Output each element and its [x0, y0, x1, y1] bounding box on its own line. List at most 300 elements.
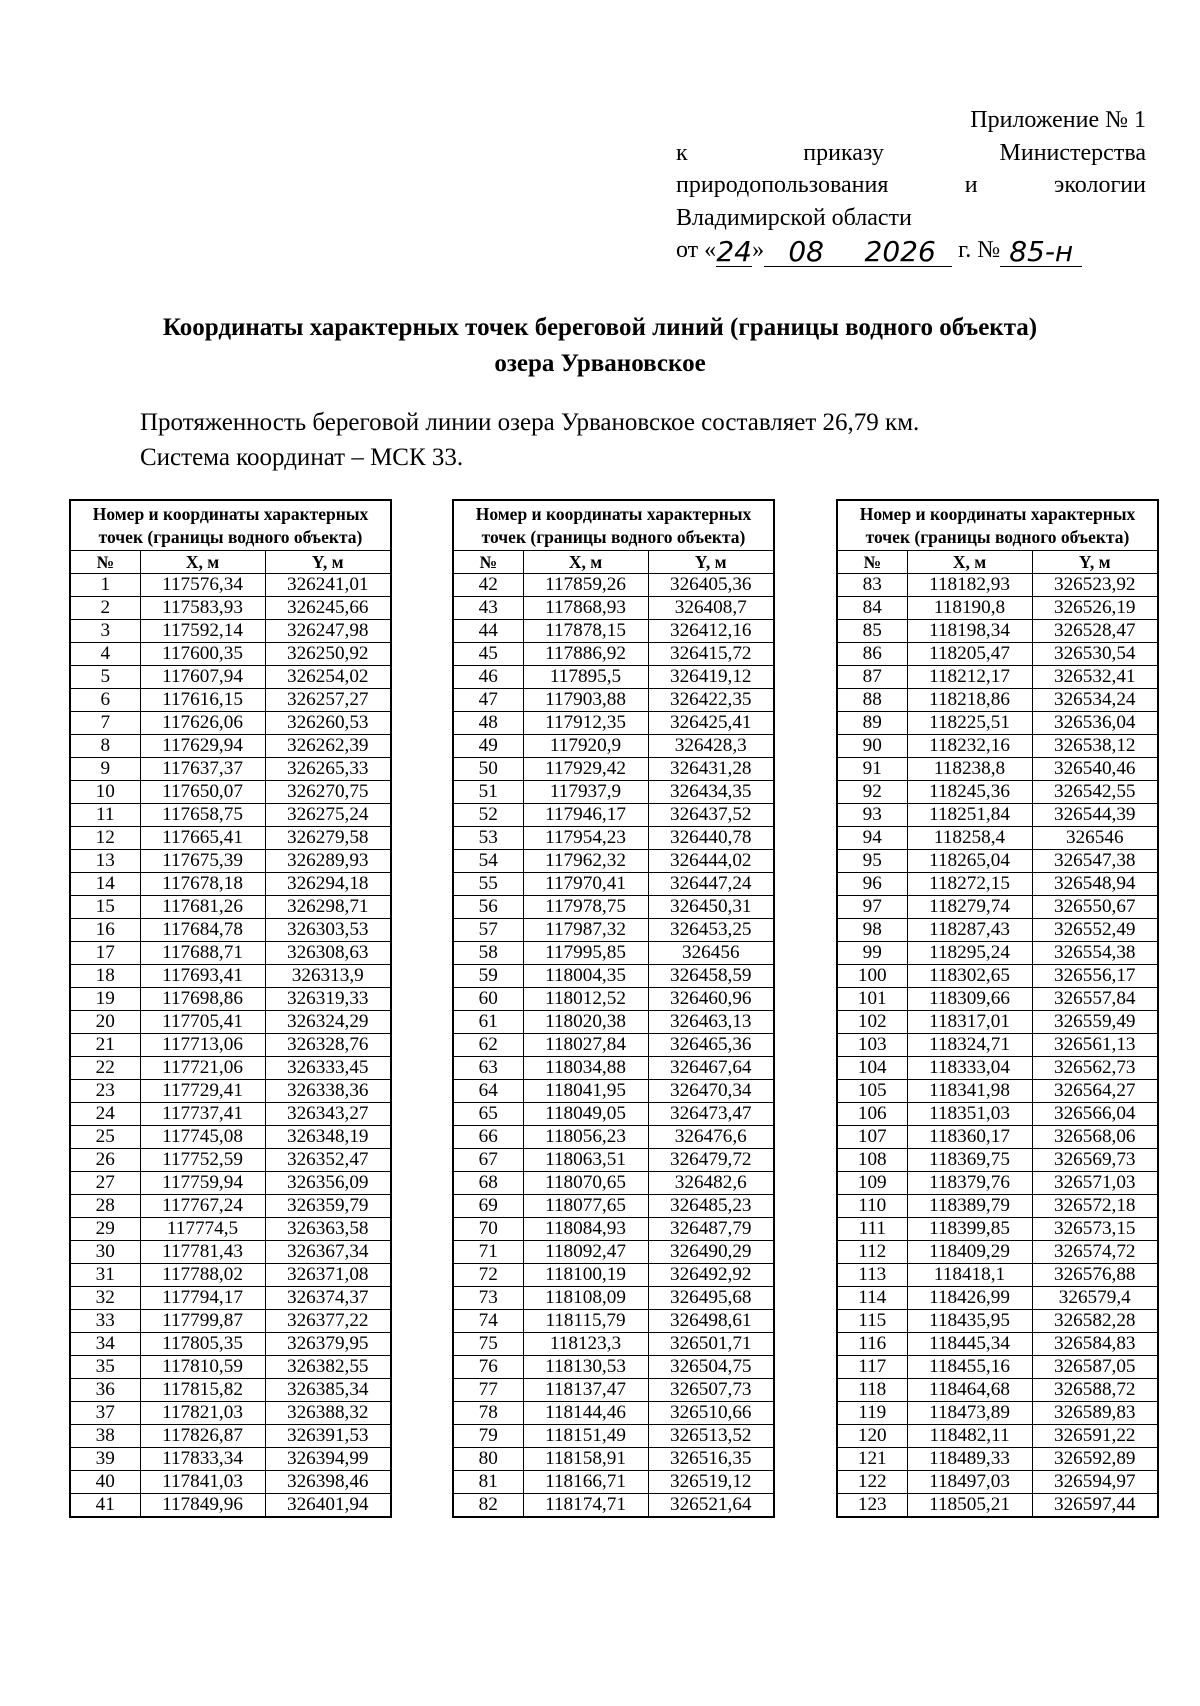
- y-coordinate-cell: 326444,02: [648, 850, 774, 873]
- y-coordinate-cell: 326434,35: [648, 781, 774, 804]
- table-row: [837, 1471, 1158, 1494]
- x-coordinate-cell: 117878,15: [523, 620, 648, 643]
- table-row: [453, 942, 774, 965]
- y-coordinate-cell: 326569,73: [1032, 1149, 1158, 1172]
- x-coordinate-cell: 118258,4: [907, 827, 1032, 850]
- x-coordinate-cell: 118034,88: [523, 1057, 648, 1080]
- table-row: [453, 1103, 774, 1126]
- table-row: [70, 1195, 391, 1218]
- column-header-y: Y, м: [648, 551, 774, 574]
- table-row: [453, 1287, 774, 1310]
- x-coordinate-cell: 117721,06: [140, 1057, 265, 1080]
- table-row: [70, 1172, 391, 1195]
- table-row: [837, 666, 1158, 689]
- point-number-cell: 120: [837, 1425, 907, 1448]
- y-coordinate-cell: 326528,47: [1032, 620, 1158, 643]
- point-number-cell: 71: [453, 1241, 523, 1264]
- point-number-cell: 50: [453, 758, 523, 781]
- table-row: [453, 643, 774, 666]
- x-coordinate-cell: 117903,88: [523, 689, 648, 712]
- x-coordinate-cell: 118473,89: [907, 1402, 1032, 1425]
- y-coordinate-cell: 326303,53: [265, 919, 391, 942]
- table-row: [453, 1471, 774, 1494]
- point-number-cell: 15: [70, 896, 140, 919]
- x-coordinate-cell: 118041,95: [523, 1080, 648, 1103]
- y-coordinate-cell: 326501,71: [648, 1333, 774, 1356]
- y-coordinate-cell: 326254,02: [265, 666, 391, 689]
- point-number-cell: 65: [453, 1103, 523, 1126]
- x-coordinate-cell: 117978,75: [523, 896, 648, 919]
- table-row: [837, 1126, 1158, 1149]
- x-coordinate-cell: 118309,66: [907, 988, 1032, 1011]
- table-row: [837, 574, 1158, 597]
- y-coordinate-cell: 326437,52: [648, 804, 774, 827]
- coordinates-table-2: [452, 499, 775, 1518]
- point-number-cell: 7: [70, 712, 140, 735]
- x-coordinate-cell: 118351,03: [907, 1103, 1032, 1126]
- point-number-cell: 41: [70, 1494, 140, 1518]
- x-coordinate-cell: 117920,9: [523, 735, 648, 758]
- x-coordinate-cell: 117954,23: [523, 827, 648, 850]
- x-coordinate-cell: 117886,92: [523, 643, 648, 666]
- table-row: [70, 735, 391, 758]
- y-coordinate-cell: 326352,47: [265, 1149, 391, 1172]
- x-coordinate-cell: 117759,94: [140, 1172, 265, 1195]
- x-coordinate-cell: 118489,33: [907, 1448, 1032, 1471]
- table-row: [453, 988, 774, 1011]
- x-coordinate-cell: 118272,15: [907, 873, 1032, 896]
- point-number-cell: 94: [837, 827, 907, 850]
- y-coordinate-cell: 326419,12: [648, 666, 774, 689]
- table-row: [70, 1103, 391, 1126]
- y-coordinate-cell: 326582,28: [1032, 1310, 1158, 1333]
- point-number-cell: 42: [453, 574, 523, 597]
- x-coordinate-cell: 118232,16: [907, 735, 1032, 758]
- y-coordinate-cell: 326526,19: [1032, 597, 1158, 620]
- y-coordinate-cell: 326544,39: [1032, 804, 1158, 827]
- table-row: [837, 965, 1158, 988]
- x-coordinate-cell: 117799,87: [140, 1310, 265, 1333]
- x-coordinate-cell: 118084,93: [523, 1218, 648, 1241]
- x-coordinate-cell: 118063,51: [523, 1149, 648, 1172]
- table-row: [70, 1126, 391, 1149]
- y-coordinate-cell: 326566,04: [1032, 1103, 1158, 1126]
- x-coordinate-cell: 118123,3: [523, 1333, 648, 1356]
- table-row: [837, 1379, 1158, 1402]
- y-coordinate-cell: 326576,88: [1032, 1264, 1158, 1287]
- x-coordinate-cell: 117681,26: [140, 896, 265, 919]
- table-row: [70, 1379, 391, 1402]
- point-number-cell: 21: [70, 1034, 140, 1057]
- x-coordinate-cell: 118004,35: [523, 965, 648, 988]
- point-number-cell: 104: [837, 1057, 907, 1080]
- x-coordinate-cell: 118144,46: [523, 1402, 648, 1425]
- y-coordinate-cell: 326513,52: [648, 1425, 774, 1448]
- x-coordinate-cell: 118369,75: [907, 1149, 1032, 1172]
- table-row: [453, 850, 774, 873]
- table-row: [70, 758, 391, 781]
- table-row: [453, 1402, 774, 1425]
- y-coordinate-cell: 326333,45: [265, 1057, 391, 1080]
- annex-line-order: [676, 137, 1146, 170]
- y-coordinate-cell: 326298,71: [265, 896, 391, 919]
- y-coordinate-cell: 326460,96: [648, 988, 774, 1011]
- x-coordinate-cell: 118245,36: [907, 781, 1032, 804]
- x-coordinate-cell: 117805,35: [140, 1333, 265, 1356]
- x-coordinate-cell: 118092,47: [523, 1241, 648, 1264]
- y-coordinate-cell: 326540,46: [1032, 758, 1158, 781]
- point-number-cell: 9: [70, 758, 140, 781]
- y-coordinate-cell: 326275,24: [265, 804, 391, 827]
- x-coordinate-cell: 117752,59: [140, 1149, 265, 1172]
- point-number-cell: 103: [837, 1034, 907, 1057]
- point-number-cell: 101: [837, 988, 907, 1011]
- x-coordinate-cell: 118317,01: [907, 1011, 1032, 1034]
- x-coordinate-cell: 117962,32: [523, 850, 648, 873]
- x-coordinate-cell: 117583,93: [140, 597, 265, 620]
- y-coordinate-cell: 326579,4: [1032, 1287, 1158, 1310]
- point-number-cell: 100: [837, 965, 907, 988]
- x-coordinate-cell: 117658,75: [140, 804, 265, 827]
- point-number-cell: 99: [837, 942, 907, 965]
- y-coordinate-cell: 326356,09: [265, 1172, 391, 1195]
- table-row: [837, 1333, 1158, 1356]
- table-row: [453, 1448, 774, 1471]
- y-coordinate-cell: 326265,33: [265, 758, 391, 781]
- x-coordinate-cell: 117688,71: [140, 942, 265, 965]
- table-row: [70, 1310, 391, 1333]
- table-row: [453, 1264, 774, 1287]
- x-coordinate-cell: 117987,32: [523, 919, 648, 942]
- table-row: [453, 597, 774, 620]
- table-row: [453, 1149, 774, 1172]
- table-row: [837, 988, 1158, 1011]
- x-coordinate-cell: 118151,49: [523, 1425, 648, 1448]
- point-number-cell: 8: [70, 735, 140, 758]
- point-number-cell: 82: [453, 1494, 523, 1518]
- y-coordinate-cell: 326523,92: [1032, 574, 1158, 597]
- table-row: [453, 965, 774, 988]
- point-number-cell: 44: [453, 620, 523, 643]
- table-row: [70, 1356, 391, 1379]
- point-number-cell: 54: [453, 850, 523, 873]
- x-coordinate-cell: 118445,34: [907, 1333, 1032, 1356]
- point-number-cell: 61: [453, 1011, 523, 1034]
- point-number-cell: 22: [70, 1057, 140, 1080]
- point-number-cell: 111: [837, 1218, 907, 1241]
- y-coordinate-cell: 326559,49: [1032, 1011, 1158, 1034]
- table-row: [453, 1310, 774, 1333]
- x-coordinate-cell: 117970,41: [523, 873, 648, 896]
- x-coordinate-cell: 118287,43: [907, 919, 1032, 942]
- point-number-cell: 25: [70, 1126, 140, 1149]
- coordinates-table-3: [836, 499, 1159, 1518]
- table-row: [70, 804, 391, 827]
- x-coordinate-cell: 118049,05: [523, 1103, 648, 1126]
- table-row: [70, 1218, 391, 1241]
- table-row: [70, 1034, 391, 1057]
- y-coordinate-cell: 326257,27: [265, 689, 391, 712]
- table-row: [837, 1356, 1158, 1379]
- y-coordinate-cell: 326348,19: [265, 1126, 391, 1149]
- y-coordinate-cell: 326470,34: [648, 1080, 774, 1103]
- column-header-y: Y, м: [1032, 551, 1158, 574]
- point-number-cell: 11: [70, 804, 140, 827]
- point-number-cell: 70: [453, 1218, 523, 1241]
- table-row: [453, 919, 774, 942]
- table-row: [453, 896, 774, 919]
- y-coordinate-cell: 326440,78: [648, 827, 774, 850]
- point-number-cell: 5: [70, 666, 140, 689]
- table-row: [837, 1011, 1158, 1034]
- y-coordinate-cell: 326597,44: [1032, 1494, 1158, 1518]
- point-number-cell: 56: [453, 896, 523, 919]
- y-coordinate-cell: 326431,28: [648, 758, 774, 781]
- column-header-x: X, м: [523, 551, 648, 574]
- y-coordinate-cell: 326377,22: [265, 1310, 391, 1333]
- table-row: [453, 1195, 774, 1218]
- y-coordinate-cell: 326516,35: [648, 1448, 774, 1471]
- point-number-cell: 31: [70, 1264, 140, 1287]
- x-coordinate-cell: 117600,35: [140, 643, 265, 666]
- point-number-cell: 49: [453, 735, 523, 758]
- y-coordinate-cell: 326591,22: [1032, 1425, 1158, 1448]
- x-coordinate-cell: 118115,79: [523, 1310, 648, 1333]
- point-number-cell: 80: [453, 1448, 523, 1471]
- table-row: [837, 942, 1158, 965]
- point-number-cell: 76: [453, 1356, 523, 1379]
- table-row: [837, 1218, 1158, 1241]
- document-title: [80, 310, 1120, 382]
- y-coordinate-cell: 326308,63: [265, 942, 391, 965]
- point-number-cell: 10: [70, 781, 140, 804]
- table-row: [453, 1218, 774, 1241]
- table-row: [837, 919, 1158, 942]
- x-coordinate-cell: 117745,08: [140, 1126, 265, 1149]
- point-number-cell: 51: [453, 781, 523, 804]
- x-coordinate-cell: 118482,11: [907, 1425, 1032, 1448]
- x-coordinate-cell: 117637,37: [140, 758, 265, 781]
- point-number-cell: 97: [837, 896, 907, 919]
- point-number-cell: 23: [70, 1080, 140, 1103]
- point-number-cell: 32: [70, 1287, 140, 1310]
- y-coordinate-cell: 326588,72: [1032, 1379, 1158, 1402]
- table-row: [837, 712, 1158, 735]
- point-number-cell: 119: [837, 1402, 907, 1425]
- table-row: [70, 1011, 391, 1034]
- table-row: [837, 1264, 1158, 1287]
- y-coordinate-cell: 326562,73: [1032, 1057, 1158, 1080]
- table-row: [837, 1425, 1158, 1448]
- table-group-header: Номер и координаты характерных точек (границы водного объекта): [837, 500, 1158, 551]
- x-coordinate-cell: 118333,04: [907, 1057, 1032, 1080]
- table-row: [837, 804, 1158, 827]
- point-number-cell: 33: [70, 1310, 140, 1333]
- table-row: [837, 827, 1158, 850]
- y-coordinate-cell: 326473,47: [648, 1103, 774, 1126]
- y-coordinate-cell: 326260,53: [265, 712, 391, 735]
- point-number-cell: 66: [453, 1126, 523, 1149]
- point-number-cell: 24: [70, 1103, 140, 1126]
- point-number-cell: 73: [453, 1287, 523, 1310]
- x-coordinate-cell: 118166,71: [523, 1471, 648, 1494]
- x-coordinate-cell: 118070,65: [523, 1172, 648, 1195]
- y-coordinate-cell: 326408,7: [648, 597, 774, 620]
- x-coordinate-cell: 118130,53: [523, 1356, 648, 1379]
- date-prefix: от «: [676, 237, 717, 263]
- shoreline-length: Протяженность береговой линии озера Урвановское составляет 26,79 км.: [140, 409, 920, 436]
- point-number-cell: 2: [70, 597, 140, 620]
- y-coordinate-cell: 326294,18: [265, 873, 391, 896]
- point-number-cell: 40: [70, 1471, 140, 1494]
- table-row: [837, 1241, 1158, 1264]
- table-row: [453, 1011, 774, 1034]
- y-coordinate-cell: 326568,06: [1032, 1126, 1158, 1149]
- column-header-number: №: [453, 551, 523, 574]
- x-coordinate-cell: 117937,9: [523, 781, 648, 804]
- x-coordinate-cell: 117737,41: [140, 1103, 265, 1126]
- x-coordinate-cell: 118455,16: [907, 1356, 1032, 1379]
- y-coordinate-cell: 326536,04: [1032, 712, 1158, 735]
- table-row: [70, 1425, 391, 1448]
- column-header-x: X, м: [140, 551, 265, 574]
- point-number-cell: 85: [837, 620, 907, 643]
- table-row: [837, 1402, 1158, 1425]
- y-coordinate-cell: 326573,15: [1032, 1218, 1158, 1241]
- point-number-cell: 60: [453, 988, 523, 1011]
- document-title-line-2: озера Урвановское: [494, 350, 706, 377]
- y-coordinate-cell: 326245,66: [265, 597, 391, 620]
- x-coordinate-cell: 117675,39: [140, 850, 265, 873]
- x-coordinate-cell: 117678,18: [140, 873, 265, 896]
- table-row: [453, 804, 774, 827]
- point-number-cell: 91: [837, 758, 907, 781]
- x-coordinate-cell: 117774,5: [140, 1218, 265, 1241]
- table-row: [70, 942, 391, 965]
- y-coordinate-cell: 326552,49: [1032, 919, 1158, 942]
- x-coordinate-cell: 118295,24: [907, 942, 1032, 965]
- y-coordinate-cell: 326398,46: [265, 1471, 391, 1494]
- point-number-cell: 68: [453, 1172, 523, 1195]
- table-row: [70, 1287, 391, 1310]
- table-group-header: Номер и координаты характерных точек (границы водного объекта): [70, 500, 391, 551]
- annex-line-ministry: [676, 169, 1146, 202]
- point-number-cell: 88: [837, 689, 907, 712]
- point-number-cell: 58: [453, 942, 523, 965]
- table-row: [837, 1448, 1158, 1471]
- point-number-cell: 109: [837, 1172, 907, 1195]
- table-row: [453, 689, 774, 712]
- table-row: [70, 896, 391, 919]
- point-number-cell: 117: [837, 1356, 907, 1379]
- intro-text: [140, 405, 919, 475]
- x-coordinate-cell: 118198,34: [907, 620, 1032, 643]
- table-row: [837, 643, 1158, 666]
- x-coordinate-cell: 118174,71: [523, 1494, 648, 1518]
- table-row: [837, 1034, 1158, 1057]
- point-number-cell: 53: [453, 827, 523, 850]
- x-coordinate-cell: 118505,21: [907, 1494, 1032, 1518]
- x-coordinate-cell: 118100,19: [523, 1264, 648, 1287]
- x-coordinate-cell: 117912,35: [523, 712, 648, 735]
- point-number-cell: 69: [453, 1195, 523, 1218]
- y-coordinate-cell: 326487,79: [648, 1218, 774, 1241]
- y-coordinate-cell: 326374,37: [265, 1287, 391, 1310]
- table-row: [453, 712, 774, 735]
- table-row: [837, 758, 1158, 781]
- y-coordinate-cell: 326367,34: [265, 1241, 391, 1264]
- x-coordinate-cell: 118426,99: [907, 1287, 1032, 1310]
- point-number-cell: 37: [70, 1402, 140, 1425]
- y-coordinate-cell: 326463,13: [648, 1011, 774, 1034]
- point-number-cell: 83: [837, 574, 907, 597]
- x-coordinate-cell: 117684,78: [140, 919, 265, 942]
- table-row: [70, 919, 391, 942]
- y-coordinate-cell: 326574,72: [1032, 1241, 1158, 1264]
- x-coordinate-cell: 118324,71: [907, 1034, 1032, 1057]
- point-number-cell: 46: [453, 666, 523, 689]
- table-row: [70, 666, 391, 689]
- point-number-cell: 67: [453, 1149, 523, 1172]
- point-number-cell: 113: [837, 1264, 907, 1287]
- x-coordinate-cell: 118435,95: [907, 1310, 1032, 1333]
- table-row: [70, 1333, 391, 1356]
- annex-date-line: [676, 234, 1146, 267]
- table-row: [837, 620, 1158, 643]
- table-row: [837, 1195, 1158, 1218]
- table-row: [453, 1034, 774, 1057]
- x-coordinate-cell: 117788,02: [140, 1264, 265, 1287]
- point-number-cell: 86: [837, 643, 907, 666]
- y-coordinate-cell: 326363,58: [265, 1218, 391, 1241]
- y-coordinate-cell: 326556,17: [1032, 965, 1158, 988]
- table-row: [70, 827, 391, 850]
- point-number-cell: 47: [453, 689, 523, 712]
- y-coordinate-cell: 326338,36: [265, 1080, 391, 1103]
- point-number-cell: 89: [837, 712, 907, 735]
- y-coordinate-cell: 326467,64: [648, 1057, 774, 1080]
- y-coordinate-cell: 326485,23: [648, 1195, 774, 1218]
- x-coordinate-cell: 118265,04: [907, 850, 1032, 873]
- point-number-cell: 27: [70, 1172, 140, 1195]
- point-number-cell: 45: [453, 643, 523, 666]
- y-coordinate-cell: 326479,72: [648, 1149, 774, 1172]
- point-number-cell: 116: [837, 1333, 907, 1356]
- point-number-cell: 4: [70, 643, 140, 666]
- table-row: [837, 781, 1158, 804]
- x-coordinate-cell: 118302,65: [907, 965, 1032, 988]
- annex-word-order: приказу: [803, 139, 884, 166]
- y-coordinate-cell: 326450,31: [648, 896, 774, 919]
- y-coordinate-cell: 326412,16: [648, 620, 774, 643]
- point-number-cell: 30: [70, 1241, 140, 1264]
- point-number-cell: 38: [70, 1425, 140, 1448]
- y-coordinate-cell: 326262,39: [265, 735, 391, 758]
- x-coordinate-cell: 118190,8: [907, 597, 1032, 620]
- y-coordinate-cell: 326521,64: [648, 1494, 774, 1518]
- y-coordinate-cell: 326388,32: [265, 1402, 391, 1425]
- y-coordinate-cell: 326250,92: [265, 643, 391, 666]
- table-row: [453, 1494, 774, 1518]
- y-coordinate-cell: 326564,27: [1032, 1080, 1158, 1103]
- table-row: [453, 1172, 774, 1195]
- x-coordinate-cell: 117833,34: [140, 1448, 265, 1471]
- y-coordinate-cell: 326415,72: [648, 643, 774, 666]
- y-coordinate-cell: 326594,97: [1032, 1471, 1158, 1494]
- table-row: [837, 896, 1158, 919]
- x-coordinate-cell: 117698,86: [140, 988, 265, 1011]
- x-coordinate-cell: 118251,84: [907, 804, 1032, 827]
